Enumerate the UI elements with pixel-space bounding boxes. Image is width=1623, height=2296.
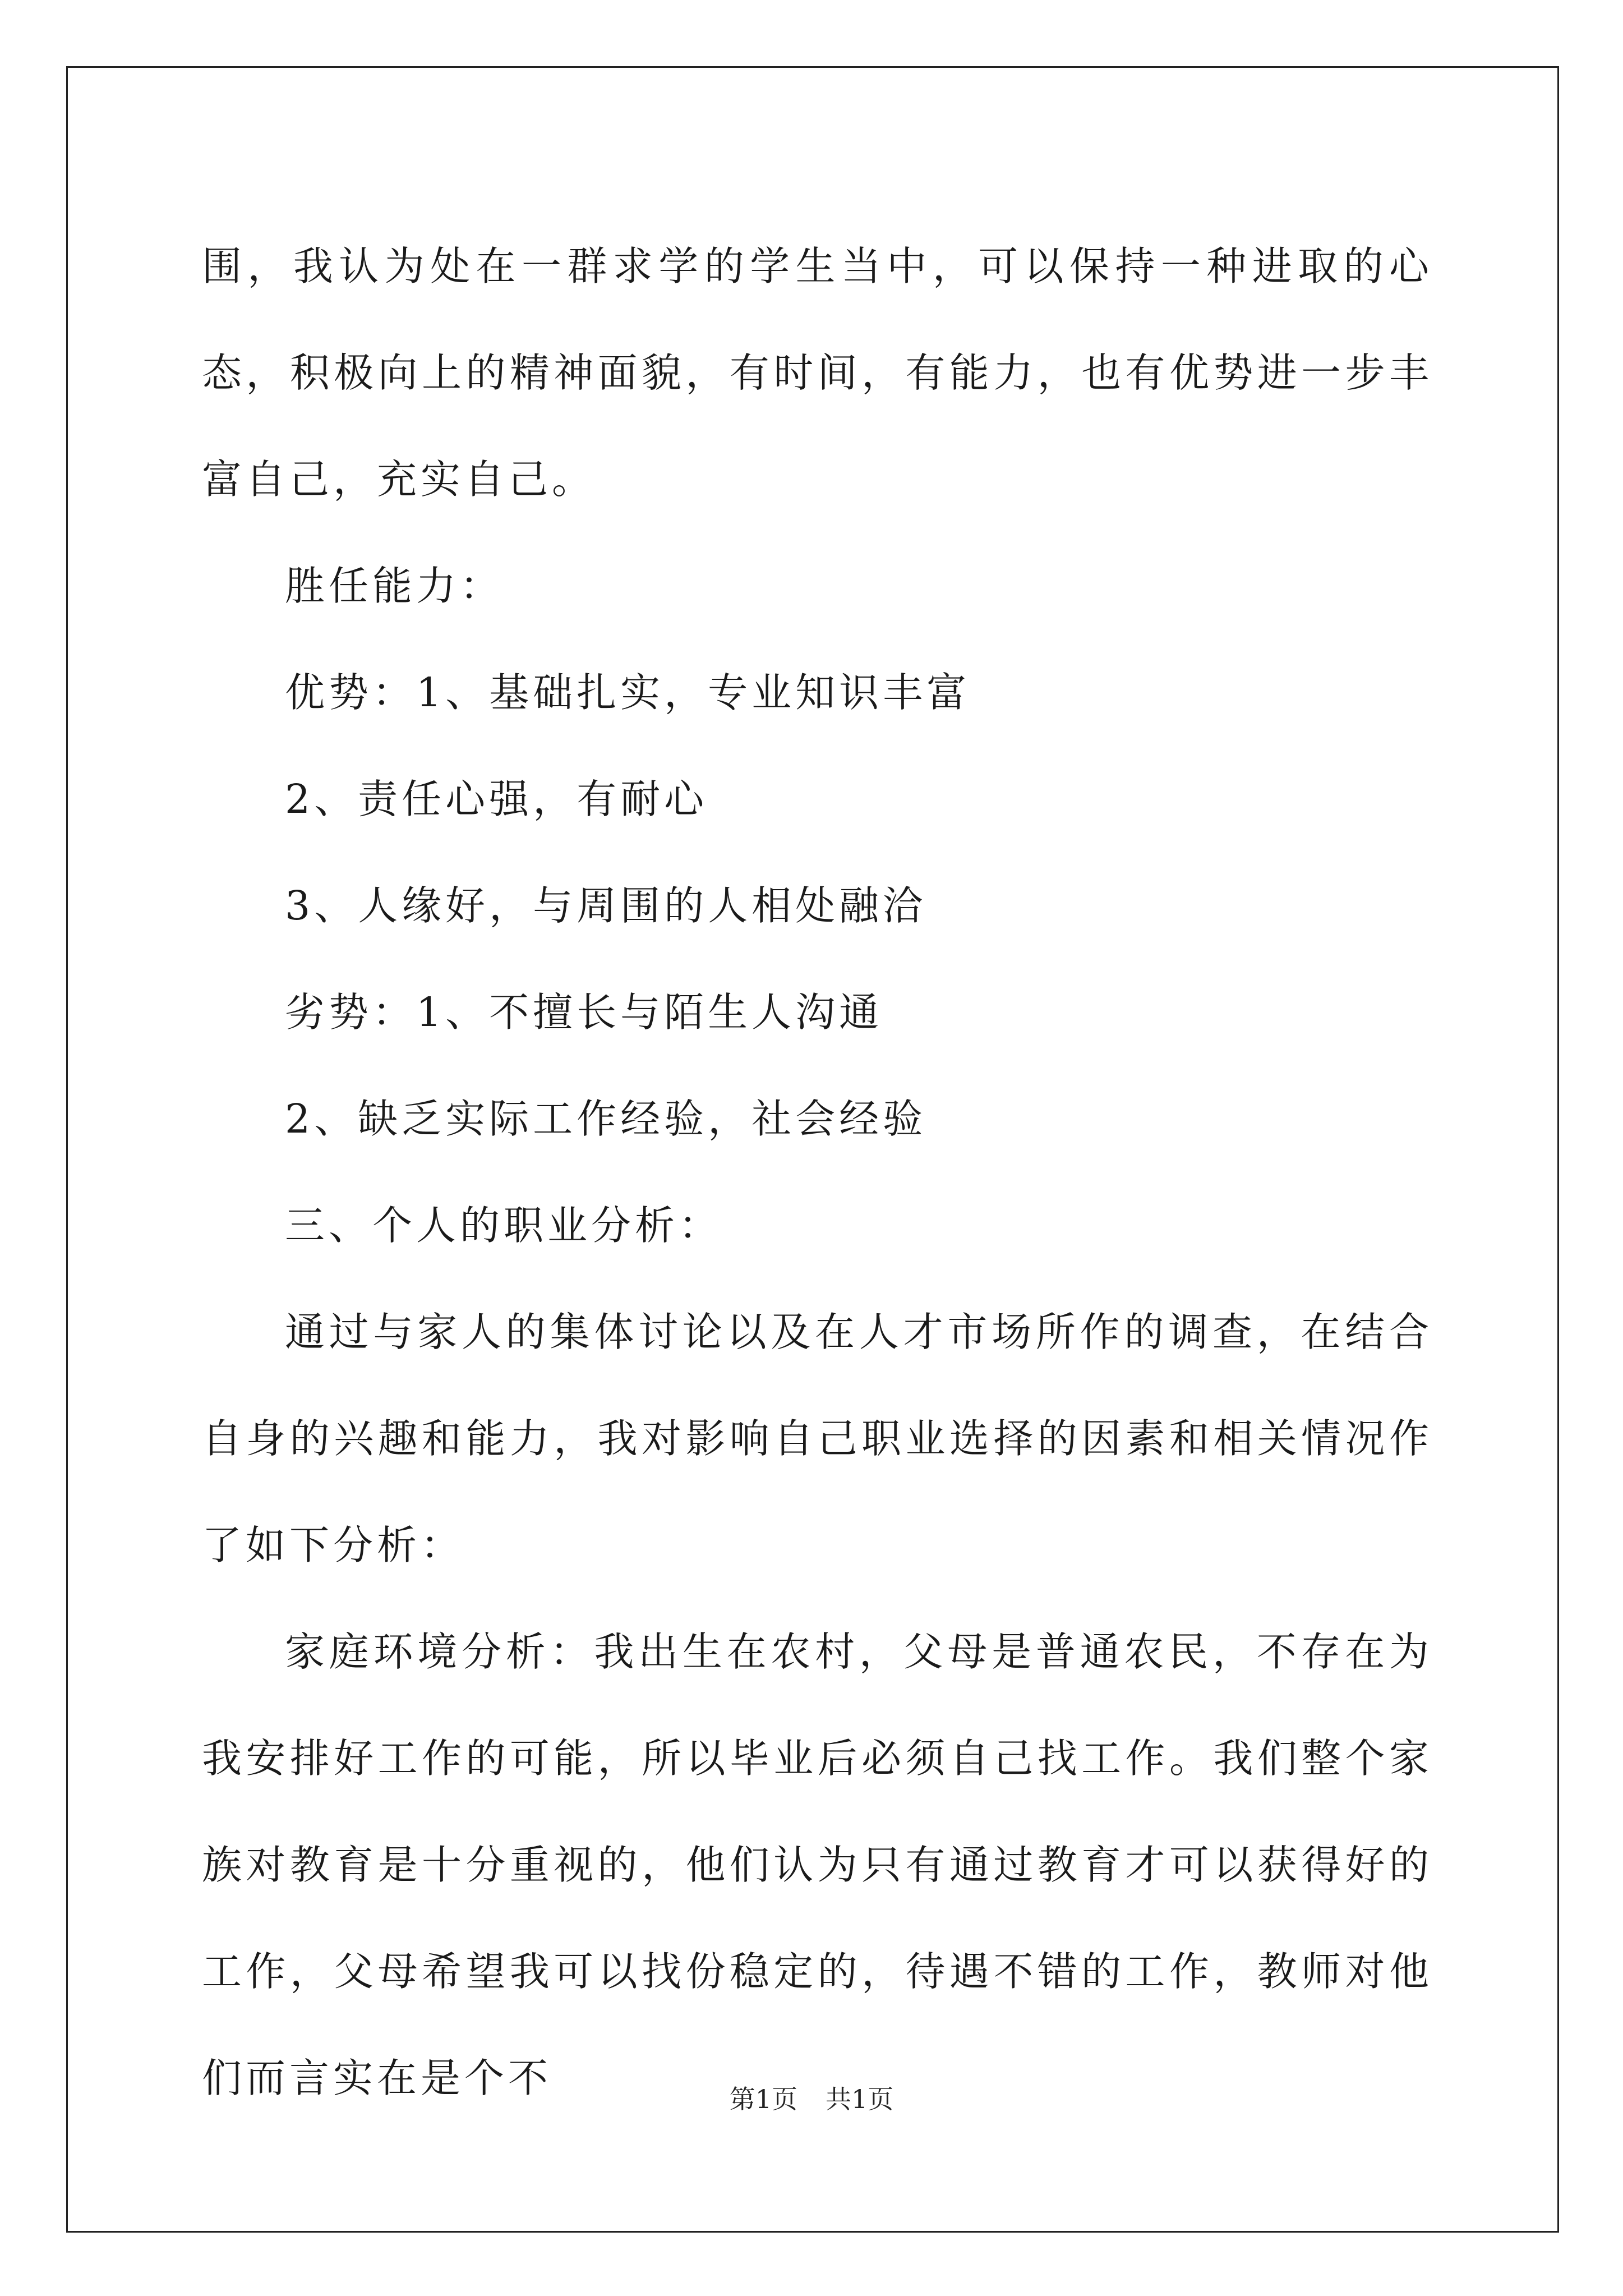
paragraph-4: 2、责任心强，有耐心: [285, 776, 708, 822]
paragraph-2: 胜任能力：: [285, 563, 504, 609]
page-number-total: 共1页: [826, 2084, 894, 2114]
paragraph-3: 优势：1、基础扎实，专业知识丰富: [285, 669, 971, 716]
document-body: [202, 213, 1433, 2132]
paragraph-5: 3、人缘好，与周围的人相处融洽: [285, 882, 927, 929]
paragraph-6: 劣势：1、不擅长与陌生人沟通: [285, 989, 883, 1036]
paragraph-1: 围，我认为处在一群求学的学生当中，可以保持一种进取的心态，积极向上的精神面貌，有时间，有能力，也有优势进一步丰富自己，充实自己。: [202, 243, 1433, 503]
paragraph-7: 2、缺乏实际工作经验，社会经验: [285, 1096, 927, 1142]
page-number-current: 第1页: [729, 2084, 797, 2114]
paragraph-9: 通过与家人的集体讨论以及在人才市场所作的调查，在结合自身的兴趣和能力，我对影响自己职业选择的因素和相关情况作了如下分析：: [202, 1309, 1433, 1568]
paragraph-10: 家庭环境分析：我出生在农村，父母是普通农民，不存在为我安排好工作的可能，所以毕业后必须自己找工作。我们整个家族对教育是十分重视的，他们认为只有通过教育才可以获得好的工作，父母希望我可以找份稳定的，待遇不错的工作，教师对他们而言实在是个不: [202, 1628, 1433, 2101]
paragraph-8: 三、个人的职业分析：: [285, 1202, 723, 1249]
page-footer: [0, 2082, 1623, 2116]
